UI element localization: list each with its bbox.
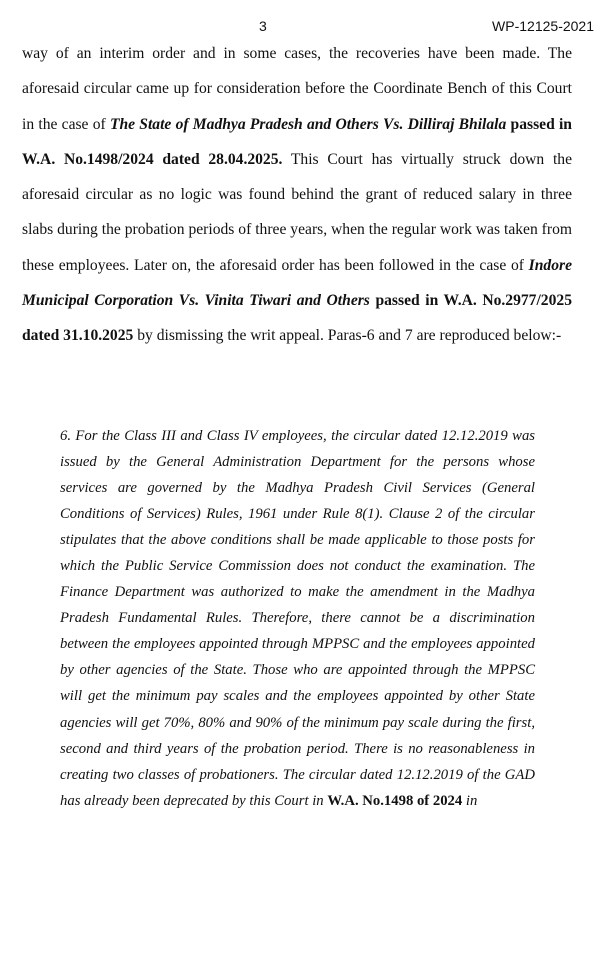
body-text-2: This Court has virtually struck down the aforesaid circular as no logic was found behind the grant of reduced salary in three slabs during the probation periods of three years, when the regular work was taken from these employees. Later on, the aforesaid order has been followed in the case of xyxy=(22,150,573,274)
case-citation-2: Indore Municipal Corporation Vs. Vinita Tiwari and Others xyxy=(22,256,572,310)
block-quote xyxy=(60,423,535,814)
body-text-3: by dismissing the writ appeal. Paras-6 and 7 are reproduced below:- xyxy=(133,327,562,345)
quote-text: 6. For the Class III and Class IV employees, the circular dated 12.12.2019 was issued by the General Administration Department for the persons whose services are governed by the Madhya Pradesh Civil Services (General Conditions of Services) Rules, 1961 under Rule 8(1). Clause 2 of the circular stipulates that the above conditions shall be made applicable to those posts for which the Public Service Commission does not conduct the examination. The Finance Department was authorized to make the amendment in the Madhya Pradesh Fundamental Rules. Therefore, there cannot be a discrimination between the employees appointed through MPPSC and the employees appointed by other agencies of the State. Those who are appointed through the MPPSC will get the minimum pay scales and the employees appointed by other State agencies will get 70%, 80% and 90% of the minimum pay scale during the first, second and third years of the probation period. There is no reasonableness in creating two classes of probationers. The circular dated 12.12.2019 of the GAD has already been deprecated by this Court in xyxy=(60,428,535,809)
quote-tail: in xyxy=(462,792,478,809)
body-text-1: way of an interim order and in some cases, the recoveries have been made. The aforesaid circular came up for consideration before the Coordinate Bench of this Court in the case of xyxy=(22,45,572,133)
body-paragraph xyxy=(22,36,572,354)
case-citation-1: The State of Madhya Pradesh and Others Vs. Dilliraj Bhilala xyxy=(109,115,507,133)
case-citation-1-passed: passed in W.A. No.1498/2024 dated 28.04.2025. xyxy=(22,115,572,168)
case-citation-2-passed: passed in W.A. No.2977/2025 dated 31.10.2025 xyxy=(22,292,572,345)
case-number: WP-12125-2021 xyxy=(492,18,594,34)
quote-case-reference: W.A. No.1498 of 2024 xyxy=(327,792,463,809)
page-number: 3 xyxy=(259,18,267,34)
